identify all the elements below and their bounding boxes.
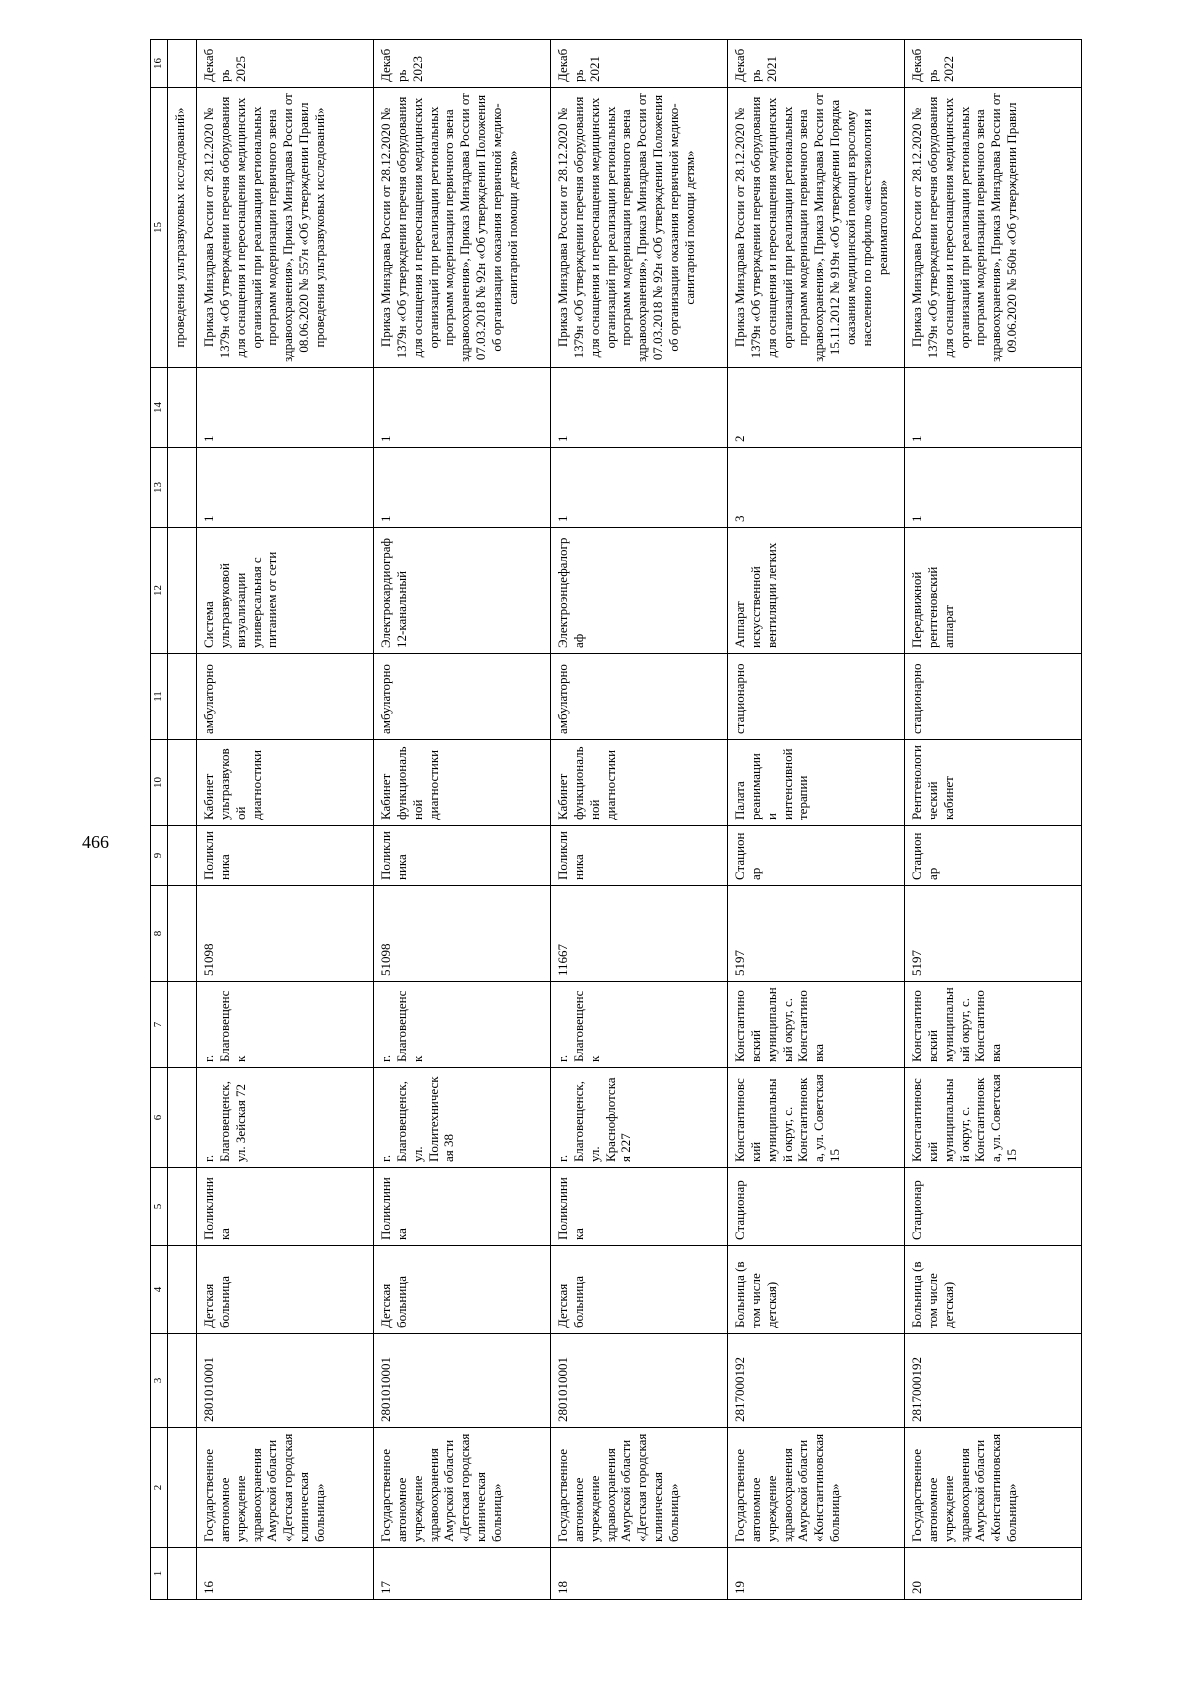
col-num-11: 11 [151, 654, 168, 740]
unit: Поликлиника [551, 826, 728, 886]
legal-basis: Приказ Минздрава России от 28.12.2020 № 1379н «Об утверждении перечня оборудования для оснащения и переоснащения медицинских организаций при реализации региональных программ модернизации первичного звена здравоохранения», Приказ Минздрава России от 09.06.2020 № 560н «Об утверждении Правил [905, 88, 1082, 368]
quantity-col14: 1 [551, 368, 728, 448]
row-number: 19 [728, 1548, 905, 1600]
settlement: г. Благовещенск [197, 982, 374, 1068]
table-row [374, 40, 551, 1600]
col-num-3: 3 [151, 1334, 168, 1428]
organization-type: Детская больница [197, 1246, 374, 1334]
table-row [905, 40, 1082, 1600]
organization-name: Государственное автономное учреждение здравоохранения Амурской области «Детская городская клиническая больница» [551, 1428, 728, 1548]
care-mode: амбулаторно [197, 654, 374, 740]
column-number-row [151, 40, 168, 1600]
care-mode: стационарно [905, 654, 1082, 740]
unit: Стационар [728, 826, 905, 886]
organization-code: 2801010001 [197, 1334, 374, 1428]
organization-name: Государственное автономное учреждение здравоохранения Амурской области «Константиновская больница» [728, 1428, 905, 1548]
table-row [728, 40, 905, 1600]
address: г. Благовещенск, ул. Зейская 72 [197, 1068, 374, 1168]
care-mode: стационарно [728, 654, 905, 740]
quantity-col13: 1 [197, 448, 374, 528]
organization-code: 2817000192 [728, 1334, 905, 1428]
care-mode: амбулаторно [374, 654, 551, 740]
quantity-col14: 2 [728, 368, 905, 448]
unit: Поликлиника [374, 826, 551, 886]
rotated-table-wrapper [150, 40, 1150, 1600]
organization-name: Государственное автономное учреждение здравоохранения Амурской области «Детская городская клиническая больница» [374, 1428, 551, 1548]
organization-name: Государственное автономное учреждение здравоохранения Амурской области «Константиновская больница» [905, 1428, 1082, 1548]
population-number: 51098 [374, 886, 551, 982]
deadline: Декабрь 2021 [551, 40, 728, 88]
quantity-col13: 3 [728, 448, 905, 528]
col-num-4: 4 [151, 1246, 168, 1334]
population-number: 5197 [728, 886, 905, 982]
organization-type: Больница (в том числе детская) [728, 1246, 905, 1334]
deadline: Декабрь 2022 [905, 40, 1082, 88]
legal-basis: Приказ Минздрава России от 28.12.2020 № 1379н «Об утверждении перечня оборудования для оснащения и переоснащения медицинских организаций при реализации региональных программ модернизации первичного звена здравоохранения», Приказ Минздрава России от 07.03.2018 № 92н «Об утверждении Положения об организации оказания первичной медико-санитарной помощи детям» [551, 88, 728, 368]
col-num-9: 9 [151, 826, 168, 886]
address: Константиновский муниципальный округ, с. Константиновка, ул. Советская 15 [728, 1068, 905, 1168]
organization-code: 2801010001 [374, 1334, 551, 1428]
organization-type: Детская больница [374, 1246, 551, 1334]
address: г. Благовещенск, ул. Политехническая 38 [374, 1068, 551, 1168]
subdivision-type: Стационар [905, 1168, 1082, 1246]
organization-code: 2801010001 [551, 1334, 728, 1428]
row-number: 16 [197, 1548, 374, 1600]
address: г. Благовещенск, ул. Краснофлотская 227 [551, 1068, 728, 1168]
col-num-7: 7 [151, 982, 168, 1068]
equipment-name: Передвижной рентгеновский аппарат [905, 528, 1082, 654]
unit: Поликлиника [197, 826, 374, 886]
row-number: 17 [374, 1548, 551, 1600]
table-row [551, 40, 728, 1600]
quantity-col14: 1 [905, 368, 1082, 448]
subdivision-type: Поликлиника [197, 1168, 374, 1246]
care-mode: амбулаторно [551, 654, 728, 740]
department: Кабинет функциональной диагностики [374, 740, 551, 826]
deadline: Декабрь 2025 [197, 40, 374, 88]
population-number: 51098 [197, 886, 374, 982]
legal-basis: Приказ Минздрава России от 28.12.2020 № 1379н «Об утверждении перечня оборудования для оснащения и переоснащения медицинских организаций при реализации региональных программ модернизации первичного звена здравоохранения», Приказ Минздрава России от 15.11.2012 № 919н «Об утверждении Порядка оказания медицинской помощи взрослому населению по профилю «анестезиология и реаниматология» [728, 88, 905, 368]
population-number: 5197 [905, 886, 1082, 982]
settlement: Константиновский муниципальный округ, с. Константиновка [728, 982, 905, 1068]
col-num-13: 13 [151, 448, 168, 528]
col-num-5: 5 [151, 1168, 168, 1246]
organization-name: Государственное автономное учреждение здравоохранения Амурской области «Детская городская клиническая больница» [197, 1428, 374, 1548]
organization-type: Детская больница [551, 1246, 728, 1334]
quantity-col13: 1 [374, 448, 551, 528]
equipment-name: Аппарат искусственной вентиляции легких [728, 528, 905, 654]
quantity-col13: 1 [905, 448, 1082, 528]
equipment-name: Электроэнцефалограф [551, 528, 728, 654]
table-row [197, 40, 374, 1600]
col-num-8: 8 [151, 886, 168, 982]
department: Палата реанимации и интенсивной терапии [728, 740, 905, 826]
quantity-col14: 1 [374, 368, 551, 448]
equipment-table [150, 39, 1082, 1600]
population-number: 11667 [551, 886, 728, 982]
col-num-16: 16 [151, 40, 168, 88]
unit: Стационар [905, 826, 1082, 886]
col-num-12: 12 [151, 528, 168, 654]
col-num-15: 15 [151, 88, 168, 368]
address: Константиновский муниципальный округ, с. Константиновка, ул. Советская 15 [905, 1068, 1082, 1168]
department: Кабинет функциональной диагностики [551, 740, 728, 826]
col-num-1: 1 [151, 1548, 168, 1600]
subdivision-type: Поликлиника [374, 1168, 551, 1246]
continuation-row [168, 40, 197, 1600]
col-num-6: 6 [151, 1068, 168, 1168]
settlement: г. Благовещенск [374, 982, 551, 1068]
row-number: 20 [905, 1548, 1082, 1600]
equipment-name: Система ультразвуковой визуализации универсальная с питанием от сети [197, 528, 374, 654]
col-num-14: 14 [151, 368, 168, 448]
department: Кабинет ультразвуковой диагностики [197, 740, 374, 826]
equipment-name: Электрокардиограф 12-канальный [374, 528, 551, 654]
organization-code: 2817000192 [905, 1334, 1082, 1428]
page-number: 466 [82, 832, 109, 852]
quantity-col13: 1 [551, 448, 728, 528]
subdivision-type: Поликлиника [551, 1168, 728, 1246]
col-num-2: 2 [151, 1428, 168, 1548]
organization-type: Больница (в том числе детская) [905, 1246, 1082, 1334]
subdivision-type: Стационар [728, 1168, 905, 1246]
settlement: Константиновский муниципальный округ, с. Константиновка [905, 982, 1082, 1068]
legal-basis: Приказ Минздрава России от 28.12.2020 № 1379н «Об утверждении перечня оборудования для оснащения и переоснащения медицинских организаций при реализации региональных программ модернизации первичного звена здравоохранения», Приказ Минздрава России от 07.03.2018 № 92н «Об утверждении Положения об организации оказания первичной медико-санитарной помощи детям» [374, 88, 551, 368]
continuation-text: проведения ультразвуковых исследований» [168, 88, 197, 368]
row-number: 18 [551, 1548, 728, 1600]
deadline: Декабрь 2021 [728, 40, 905, 88]
quantity-col14: 1 [197, 368, 374, 448]
deadline: Декабрь 2023 [374, 40, 551, 88]
col-num-10: 10 [151, 740, 168, 826]
settlement: г. Благовещенск [551, 982, 728, 1068]
legal-basis: Приказ Минздрава России от 28.12.2020 № 1379н «Об утверждении перечня оборудования для оснащения и переоснащения медицинских организаций при реализации региональных программ модернизации первичного звена здравоохранения», Приказ Минздрава России от 08.06.2020 № 557н «Об утверждении Правил проведения ультразвуковых исследований» [197, 88, 374, 368]
department: Рентгенологический кабинет [905, 740, 1082, 826]
